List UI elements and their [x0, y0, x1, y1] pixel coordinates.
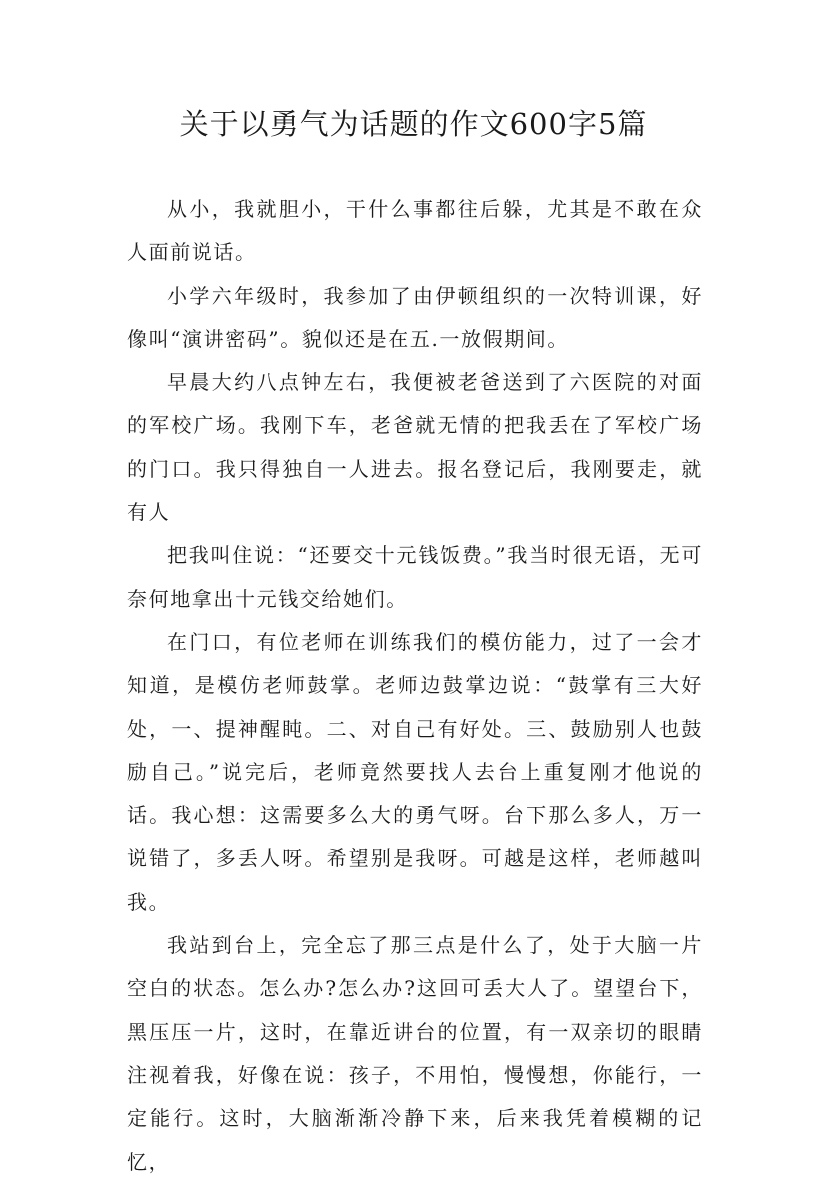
paragraph: 从小，我就胆小，干什么事都往后躲，尤其是不敢在众人面前说话。	[127, 197, 703, 265]
document-body	[127, 188, 703, 1184]
paragraph: 在门口，有位老师在训练我们的模仿能力，过了一会才知道，是模仿老师鼓掌。老师边鼓掌边说：“鼓掌有三大好处，一、提神醒盹。二、对自己有好处。三、鼓励别人也鼓励自己。”说完后，老师竟然要找人去台上重复刚才他说的话。我心想：这需要多么大的勇气呀。台下那么多人，万一说错了，多丢人呀。希望别是我呀。可越是这样，老师越叫我。	[127, 629, 703, 914]
paragraph: 把我叫住说：“还要交十元钱饭费。”我当时很无语，无可奈何地拿出十元钱交给她们。	[127, 543, 703, 611]
paragraph: 我站到台上，完全忘了那三点是什么了，处于大脑一片空白的状态。怎么办?怎么办?这回可丢大人了。望望台下，黑压压一片，这时，在靠近讲台的位置，有一双亲切的眼睛注视着我，好像在说：孩子，不用怕，慢慢想，你能行，一定能行。这时，大脑渐渐冷静下来，后来我凭着模糊的记忆，	[127, 933, 703, 1174]
paragraph: 小学六年级时，我参加了由伊顿组织的一次特训课，好像叫“演讲密码”。貌似还是在五.一放假期间。	[127, 283, 703, 351]
document-title: 关于以勇气为话题的作文600字5篇	[179, 107, 648, 141]
paragraph: 早晨大约八点钟左右，我便被老爸送到了六医院的对面的军校广场。我刚下车，老爸就无情的把我丢在了军校广场的门口。我只得独自一人进去。报名登记后，我刚要走，就有人	[127, 370, 703, 525]
